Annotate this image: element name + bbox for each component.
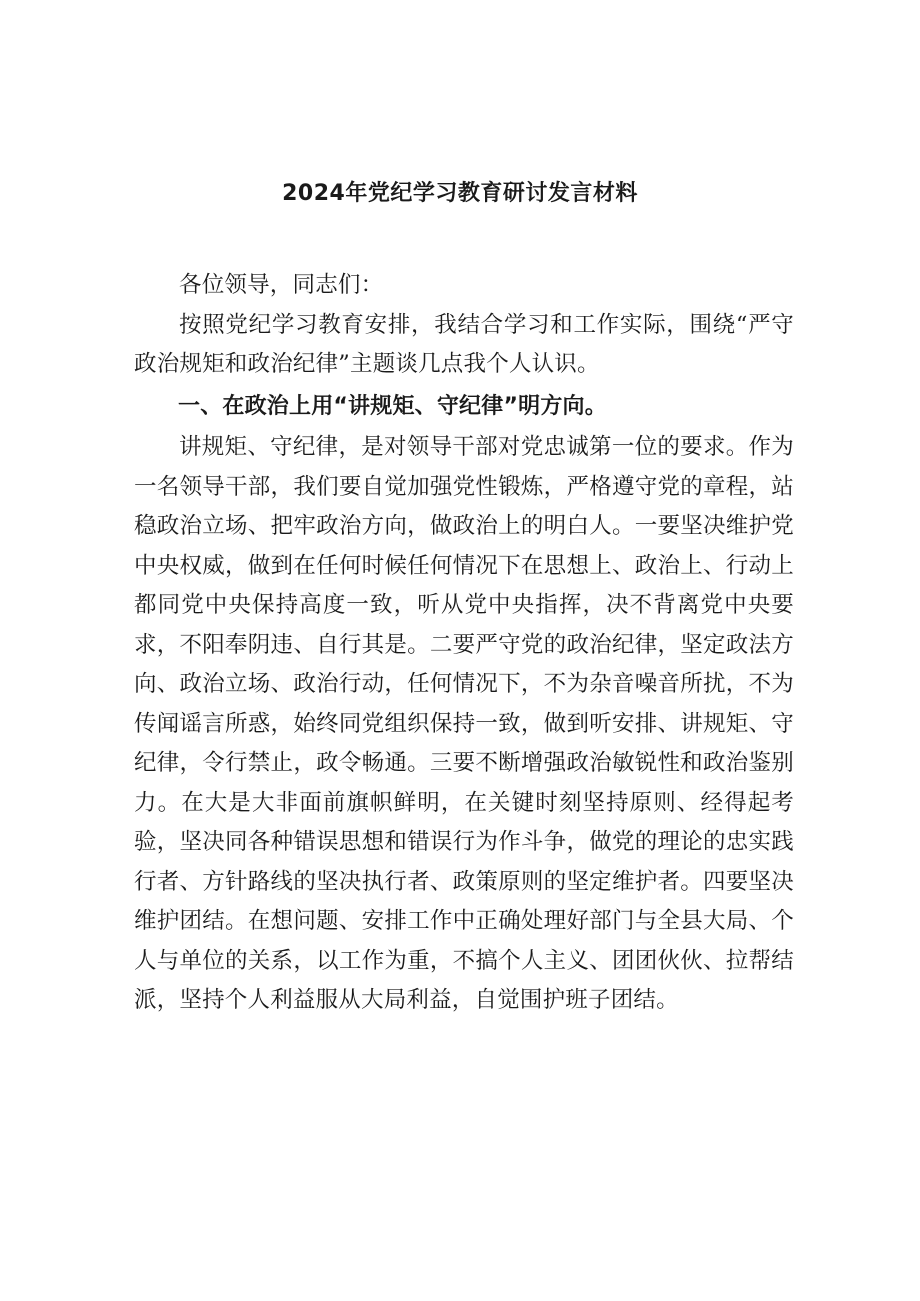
document-body [134,266,794,1021]
greeting-paragraph: 各位领导，同志们： [179,272,384,298]
document-title: 2024年党纪学习教育研讨发言材料 [282,181,638,206]
intro-paragraph: 按照党纪学习教育安排，我结合学习和工作实际，围绕“严守政治规矩和政治纪律”主题谈几点我个人认识。 [134,311,794,377]
section-body-paragraph: 讲规矩、守纪律，是对领导干部对党忠诚第一位的要求。作为一名领导干部，我们要自觉加强党性锻炼，严格遵守党的章程，站稳政治立场、把牢政治方向，做政治上的明白人。一要坚决维护党中央权威，做到在任何时候任何情况下在思想上、政治上、行动上都同党中央保持高度一致，听从党中央指挥，决不背离党中央要求，不阳奉阴违、自行其是。二要严守党的政治纪律，坚定政法方向、政治立场、政治行动，任何情况下，不为杂音噪音所扰，不为传闻谣言所惑，始终同党组织保持一致，做到听安排、讲规矩、守纪律，令行禁止，政令畅通。三要不断增强政治敏锐性和政治鉴别力。在大是大非面前旗帜鲜明，在关键时刻坚持原则、经得起考验，坚决同各种错误思想和错误行为作斗争，做党的理论的忠实践行者、方针路线的坚决执行者、政策原则的坚定维护者。四要坚决维护团结。在想问题、安排工作中正确处理好部门与全县大局、个人与单位的关系，以工作为重，不搞个人主义、团团伙伙、拉帮结派，坚持个人利益服从大局利益，自觉围护班子团结。 [134,434,794,1013]
section-heading: 一、在政治上用“讲规矩、守纪律”明方向。 [178,393,607,419]
